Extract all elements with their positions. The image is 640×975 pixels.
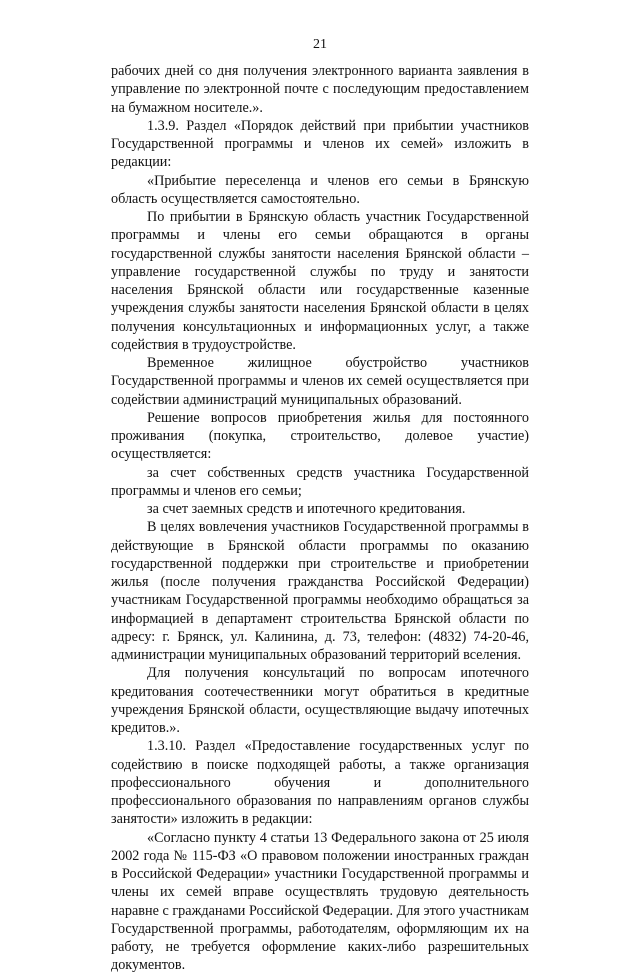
paragraph-own-funds: за счет собственных средств участника Государственной программы и членов его семьи; [111,464,529,499]
paragraph-borrowed-funds: за счет заемных средств и ипотечного кредитования. [147,501,466,517]
document-body [111,62,529,975]
paragraph-arrival: «Прибытие переселенца и членов его семьи в Брянскую область осуществляется самостоятельно. [111,172,529,207]
paragraph-mortgage-consultation: Для получения консультаций по вопросам ипотечного кредитования соотечественники могут обратиться в кредитные учреждения Брянской области, осуществляющие выдачу ипотечных кредитов.». [111,665,529,736]
paragraph-on-arrival: По прибытии в Брянскую область участник Государственной программы и члены его семьи обращаются в органы государственной службы занятости населения Брянской области – управление государственной службы по труду и занятости населения Брянской области или государственные казенные учреждения службы занятости населения Брянской области в целях получения консультационных и информационных услуг, а также содействия в трудоустройстве. [111,209,529,353]
paragraph-state-support: В целях вовлечения участников Государственной программы в действующие в Брянской области программы по оказанию государственной поддержки при строительстве и приобретении жилья (после получения гражданства Российской Федерации) участникам Государственной программы необходимо обращаться за информацией в департамент строительства Брянской области по адресу: г. Брянск, ул. Калинина, д. 73, телефон: (4832) 74-20-46, администрации муниципальных образований территорий вселения. [111,519,529,663]
paragraph-housing-acquisition: Решение вопросов приобретения жилья для постоянного проживания (покупка, строительство, долевое участие) осуществляется: [111,409,529,463]
page-number: 21 [313,37,327,52]
paragraph-temporary-housing: Временное жилищное обустройство участников Государственной программы и членов их семей осуществляется при содействии администраций муниципальных образований. [111,355,529,408]
paragraph-continuation: рабочих дней со дня получения электронного варианта заявления в управление по электронной почте с последующим предоставлением на бумажном носителе.». [111,63,529,116]
paragraph-section-1-3-9: 1.3.9. Раздел «Порядок действий при прибытии участников Государственной программы и членов их семей» изложить в редакции: [111,117,529,171]
paragraph-section-1-3-10: 1.3.10. Раздел «Предоставление государственных услуг по содействию в поиске подходящей работы, а также организация профессионального обучения и дополнительного профессионального образования по направлениям органов службы занятости» изложить в редакции: [111,738,529,828]
paragraph-federal-law: «Согласно пункту 4 статьи 13 Федерального закона от 25 июля 2002 года № 115-ФЗ «О правовом положении иностранных граждан в Российской Федерации» участники Государственной программы и члены их семей вправе осуществлять трудовую деятельность наравне с гражданами Российской Федерации. Для этого участникам Государственной программы, работодателям, оформляющим их на работу, не требуется оформление каких-либо разрешительных документов. [111,829,529,974]
